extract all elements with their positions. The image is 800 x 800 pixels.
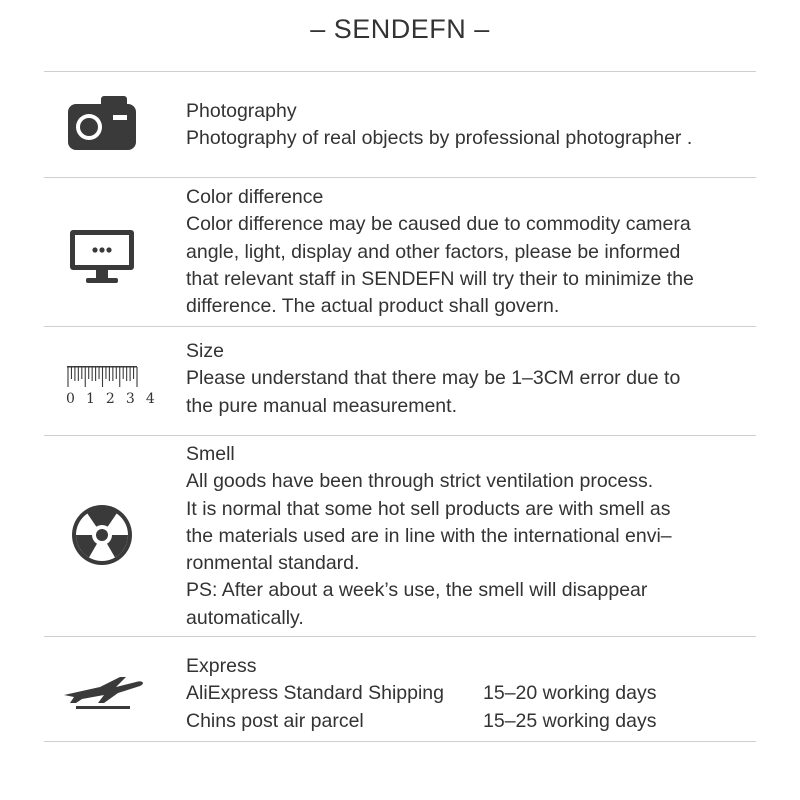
section-line: All goods have been through strict ventilation process. [186,470,654,493]
airplane-icon [60,671,146,718]
brand-title: – SENDEFN – [310,14,490,44]
section-size [44,327,756,435]
section-line: ronmental standard. [186,552,360,575]
section-heading: Color difference [186,186,324,208]
section-line: Photography of real objects by professional photographer . [186,127,693,150]
shipping-time: 15–25 working days [483,709,657,732]
section-heading: Photography [186,100,297,122]
divider [44,741,756,742]
ruler-icon [65,365,141,394]
section-express [44,637,756,741]
ruler-numbers: 0 1 2 3 4 [66,391,159,407]
shipping-method: AliExpress Standard Shipping [186,682,444,705]
section-smell [44,436,756,636]
size-text [186,338,761,420]
section-line: automatically. [186,606,304,629]
section-line: angle, light, display and other factors, please be informed [186,240,681,263]
shipping-row [186,708,761,735]
section-line: It is normal that some hot sell products are with smell as [186,497,671,520]
section-photography [44,72,756,177]
section-line: the pure manual measurement. [186,394,457,417]
shipping-time: 15–20 working days [483,682,657,705]
section-heading: Express [186,655,257,677]
section-color-difference [44,178,756,326]
color-difference-text [186,184,761,320]
shipping-method: Chins post air parcel [186,709,364,732]
express-text [186,653,761,735]
section-line: Color difference may be caused due to commodity camera [186,213,691,236]
section-heading: Smell [186,443,235,465]
photography-text [186,98,761,153]
section-line: difference. The actual product shall govern. [186,295,560,318]
section-line: PS: After about a week’s use, the smell will disappear [186,579,648,602]
smell-text [186,441,761,632]
section-line: the materials used are in line with the international envi– [186,524,672,547]
shipping-row [186,680,761,707]
monitor-icon [68,228,136,291]
section-line: Please understand that there may be 1–3CM error due to [186,367,681,390]
section-heading: Size [186,340,224,362]
section-line: that relevant staff in SENDEFN will try their to minimize the [186,267,694,290]
camera-icon [66,94,138,157]
ventilation-fan-icon [70,503,134,572]
